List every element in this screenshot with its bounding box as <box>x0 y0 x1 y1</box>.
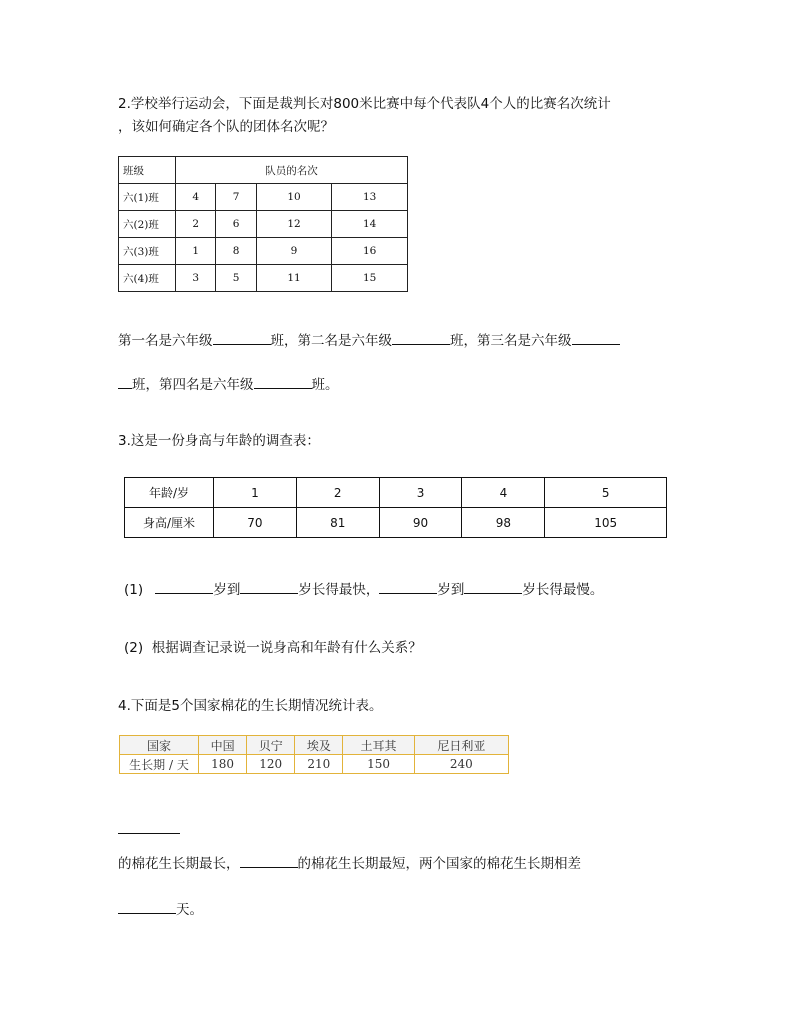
height-cell: 70 <box>214 508 297 538</box>
sub1-text: 岁到 <box>437 582 465 598</box>
rank-cell: 10 <box>256 184 332 211</box>
sub1-blank-4[interactable] <box>464 579 522 594</box>
sub1-blank-2[interactable] <box>240 579 298 594</box>
q2-answer-line1 <box>118 328 620 354</box>
q4-answer-line2 <box>118 897 203 923</box>
answer-blank-4[interactable] <box>254 374 312 389</box>
rank-cell: 11 <box>256 265 332 292</box>
age-cell: 4 <box>462 478 545 508</box>
row-label-country: 国家 <box>120 736 199 755</box>
country-cell: 土耳其 <box>343 736 414 755</box>
answer-blank-1[interactable] <box>213 330 271 345</box>
row-label-age: 年龄/岁 <box>125 478 214 508</box>
q4-blank-2[interactable] <box>240 853 298 868</box>
days-cell: 150 <box>343 755 414 774</box>
rank-cell: 15 <box>332 265 408 292</box>
sub1-blank-3[interactable] <box>379 579 437 594</box>
height-cell: 90 <box>379 508 462 538</box>
age-cell: 5 <box>545 478 667 508</box>
row-label-height: 身高/厘米 <box>125 508 214 538</box>
answer-text: 的棉花生长期最长， <box>118 856 240 872</box>
q3-sub1 <box>124 577 603 603</box>
class-cell: 六(3)班 <box>119 238 176 265</box>
age-cell: 1 <box>214 478 297 508</box>
table-row <box>119 238 408 265</box>
country-cell: 中国 <box>199 736 247 755</box>
answer-text: 第一名是六年级 <box>118 333 213 349</box>
header-class: 班级 <box>119 157 176 184</box>
country-cell: 尼日利亚 <box>414 736 508 755</box>
answer-text: 班，第四名是六年级 <box>132 377 254 393</box>
rank-cell: 9 <box>256 238 332 265</box>
q3-sub2: (2) 根据调查记录说一说身高和年龄有什么关系？ <box>124 640 422 656</box>
answer-blank-3b[interactable] <box>118 374 132 389</box>
table-row <box>125 508 667 538</box>
answer-text: 班，第二名是六年级 <box>270 333 392 349</box>
height-cell: 81 <box>296 508 379 538</box>
q2-rank-table <box>118 156 408 292</box>
age-cell: 2 <box>296 478 379 508</box>
sub1-text: 岁长得最慢。 <box>522 582 604 598</box>
q2-title-line2: ，该如何确定各个队的团体名次呢？ <box>118 119 334 135</box>
rank-cell: 8 <box>216 238 256 265</box>
table-header-row <box>119 157 408 184</box>
table-row <box>119 211 408 238</box>
age-cell: 3 <box>379 478 462 508</box>
rank-cell: 14 <box>332 211 408 238</box>
days-cell: 210 <box>295 755 343 774</box>
rank-cell: 1 <box>176 238 216 265</box>
class-cell: 六(4)班 <box>119 265 176 292</box>
rank-cell: 5 <box>216 265 256 292</box>
answer-blank-3a[interactable] <box>572 330 620 345</box>
height-cell: 98 <box>462 508 545 538</box>
rank-cell: 3 <box>176 265 216 292</box>
q4-title: 4.下面是5个国家棉花的生长期情况统计表。 <box>118 698 383 714</box>
rank-cell: 6 <box>216 211 256 238</box>
class-cell: 六(1)班 <box>119 184 176 211</box>
days-cell: 180 <box>199 755 247 774</box>
rank-cell: 12 <box>256 211 332 238</box>
header-rank: 队员的名次 <box>176 157 408 184</box>
answer-blank-2[interactable] <box>392 330 450 345</box>
answer-text: 的棉花生长期最短，两个国家的棉花生长期相差 <box>297 856 581 872</box>
answer-text: 班，第三名是六年级 <box>450 333 572 349</box>
row-label-days: 生长期 / 天 <box>120 755 199 774</box>
q2-title-line1: 2.学校举行运动会，下面是裁判长对800米比赛中每个代表队4个人的比赛名次统计 <box>118 96 611 112</box>
q4-cotton-table <box>119 735 509 774</box>
table-row <box>125 478 667 508</box>
q2-answer-line2 <box>118 372 339 398</box>
sub1-blank-1[interactable] <box>155 579 213 594</box>
rank-cell: 2 <box>176 211 216 238</box>
country-cell: 贝宁 <box>247 736 295 755</box>
q4-answer-line1 <box>118 851 581 877</box>
sub-number: (1) <box>124 582 144 598</box>
rank-cell: 7 <box>216 184 256 211</box>
days-cell: 120 <box>247 755 295 774</box>
q3-height-age-table <box>124 477 667 538</box>
q4-blank-standalone[interactable] <box>118 833 180 834</box>
country-cell: 埃及 <box>295 736 343 755</box>
rank-cell: 4 <box>176 184 216 211</box>
table-row <box>120 755 509 774</box>
q3-title: 3.这是一份身高与年龄的调查表： <box>118 433 320 449</box>
class-cell: 六(2)班 <box>119 211 176 238</box>
table-row <box>119 265 408 292</box>
answer-text: 天。 <box>176 902 203 918</box>
table-row <box>120 736 509 755</box>
table-row <box>119 184 408 211</box>
sub1-text: 岁长得最快， <box>298 582 380 598</box>
sub1-text: 岁到 <box>213 582 241 598</box>
days-cell: 240 <box>414 755 508 774</box>
rank-cell: 16 <box>332 238 408 265</box>
rank-cell: 13 <box>332 184 408 211</box>
height-cell: 105 <box>545 508 667 538</box>
answer-text: 班。 <box>311 377 339 393</box>
q4-blank-3[interactable] <box>118 899 176 914</box>
